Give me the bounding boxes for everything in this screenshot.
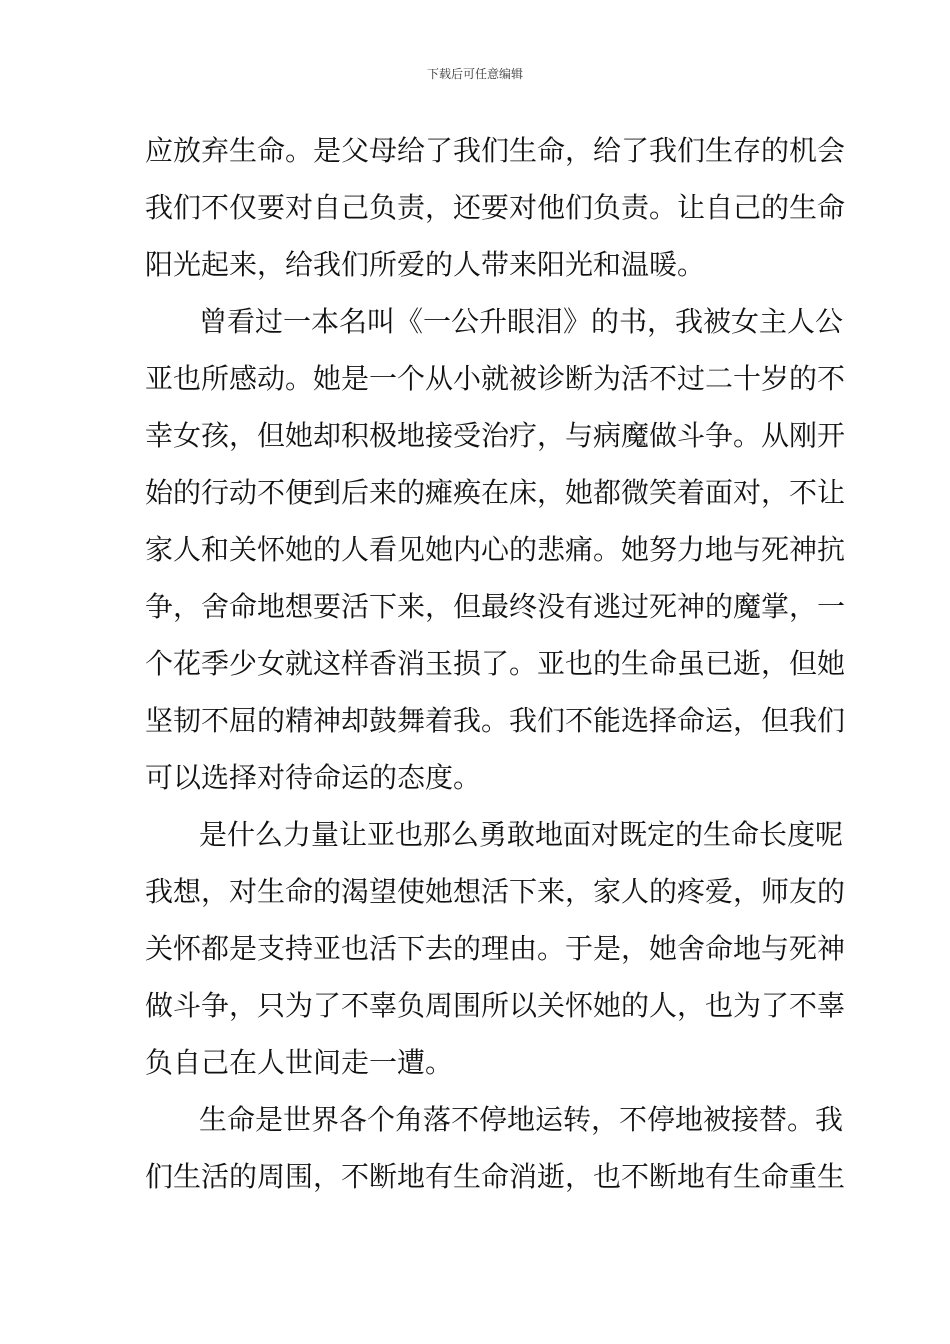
- paragraph-first-line: 是什么力量让亚也那么勇敢地面对既定的生命长度呢: [199, 818, 844, 851]
- body-line: 阳光起来，给我们所爱的人带来阳光和温暖。: [145, 248, 706, 281]
- body-line: 应放弃生命。是父母给了我们生命，给了我们生存的机会: [145, 134, 846, 167]
- body-line: 们生活的周围，不断地有生命消逝，也不断地有生命重生: [145, 1160, 846, 1193]
- body-line: 争，舍命地想要活下来，但最终没有逃过死神的魔掌，一: [145, 590, 846, 623]
- body-line: 坚韧不屈的精神却鼓舞着我。我们不能选择命运，但我们: [145, 704, 846, 737]
- body-line: 做斗争，只为了不辜负周围所以关怀她的人，也为了不辜: [145, 989, 846, 1022]
- paragraph-first-line: 生命是世界各个角落不停地运转，不停地被接替。我: [199, 1103, 844, 1136]
- body-line: 关怀都是支持亚也活下去的理由。于是，她舍命地与死神: [145, 932, 846, 965]
- body-line: 我们不仅要对自己负责，还要对他们负责。让自己的生命: [145, 191, 846, 224]
- body-line: 幸女孩，但她却积极地接受治疗，与病魔做斗争。从刚开: [145, 419, 846, 452]
- body-line: 可以选择对待命运的态度。: [145, 761, 482, 794]
- body-line: 亚也所感动。她是一个从小就被诊断为活不过二十岁的不: [145, 362, 846, 395]
- body-line: 始的行动不便到后来的瘫痪在床，她都微笑着面对，不让: [145, 476, 846, 509]
- body-line: 负自己在人世间走一遭。: [145, 1046, 454, 1079]
- paragraph-first-line: 曾看过一本名叫《一公升眼泪》的书，我被女主人公: [199, 305, 844, 338]
- body-line: 个花季少女就这样香消玉损了。亚也的生命虽已逝，但她: [145, 647, 846, 680]
- body-line: 家人和关怀她的人看见她内心的悲痛。她努力地与死神抗: [145, 533, 846, 566]
- page-header: 下载后可任意编辑: [426, 67, 523, 81]
- body-line: 我想，对生命的渴望使她想活下来，家人的疼爱，师友的: [145, 875, 846, 908]
